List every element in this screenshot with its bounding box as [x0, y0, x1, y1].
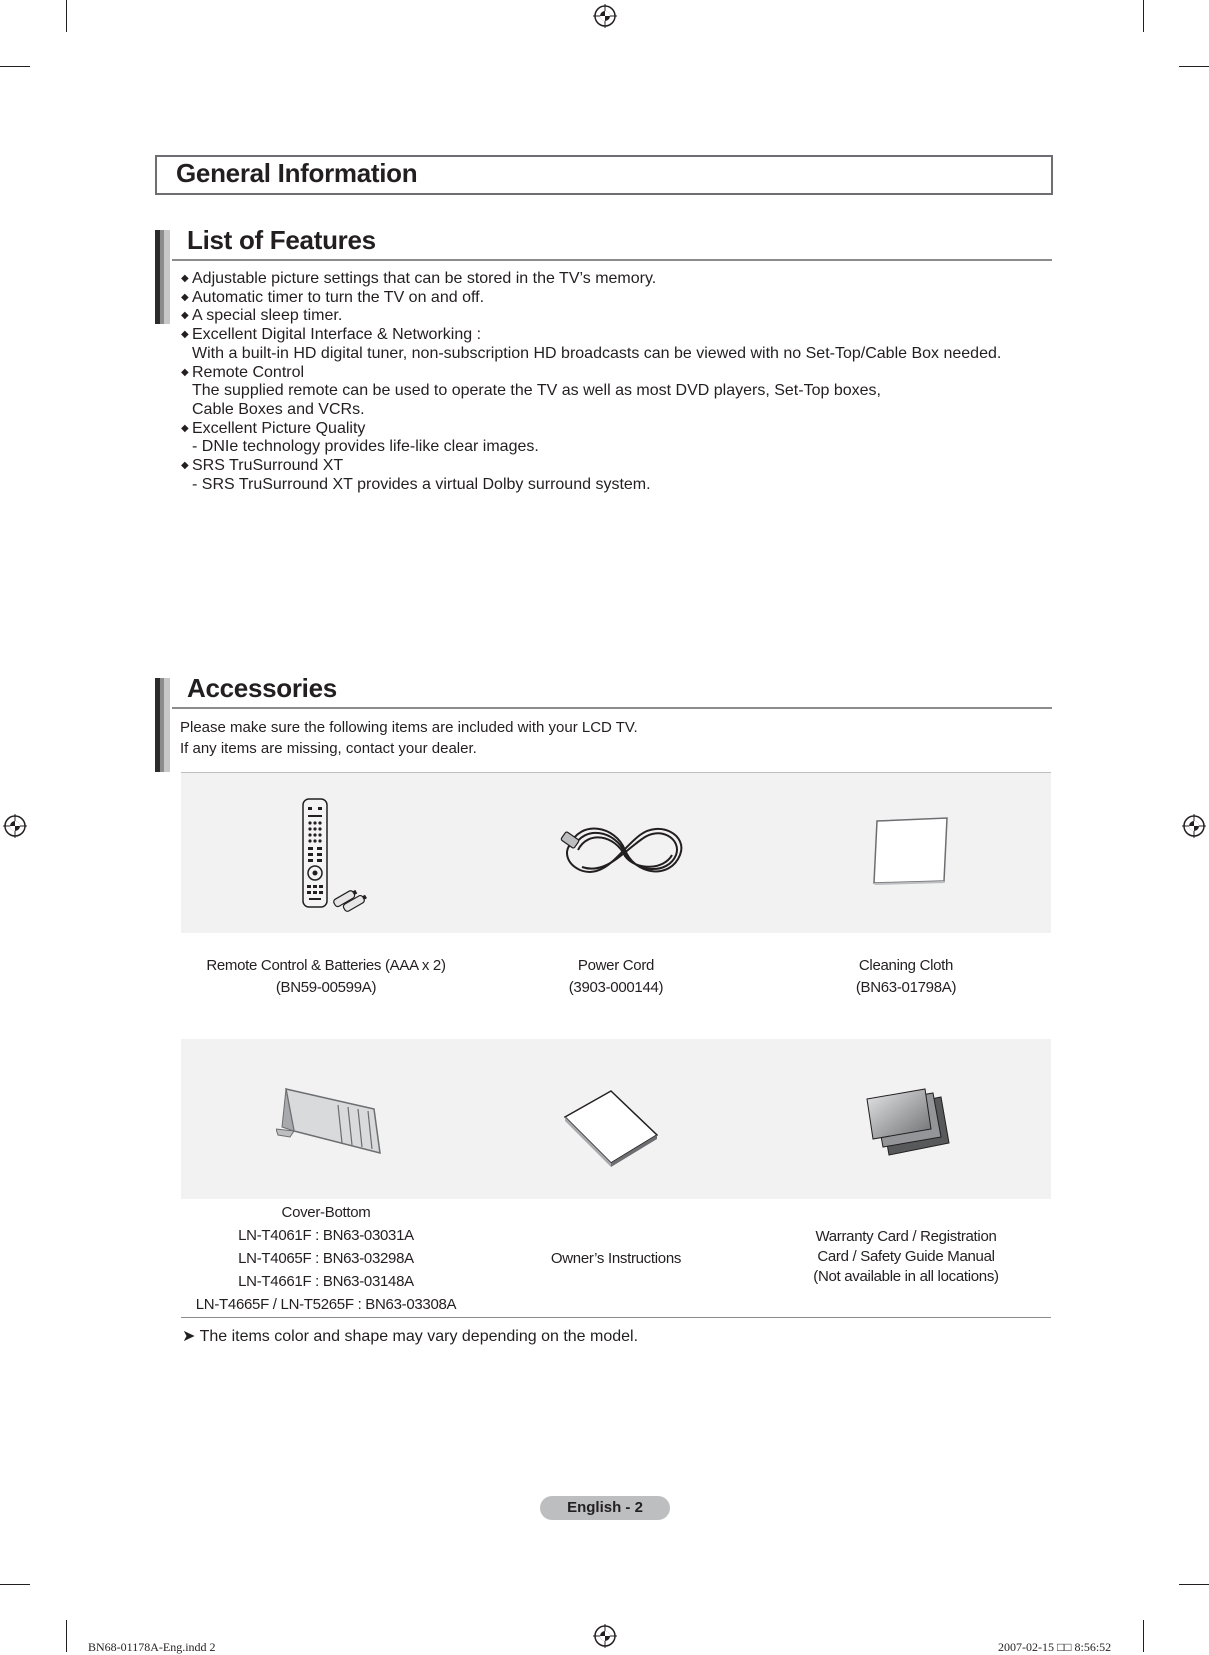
feature-label: Adjustable picture settings that can be stored in the TV’s memory.: [192, 270, 657, 287]
crop-mark: [66, 1620, 67, 1652]
feature-label: Automatic timer to turn the TV on and off.: [192, 288, 485, 306]
footer-timestamp: 2007-02-15 □□ 8:56:52: [998, 1640, 1112, 1654]
accessories-rule: [172, 707, 1052, 709]
registration-mark-icon: [1182, 814, 1206, 838]
manual-icon: [561, 1087, 661, 1167]
feature-detail: The supplied remote can be used to operate the TV as well as most DVD players, Set-Top boxes,: [192, 382, 881, 400]
caption-line: Owner’s Instructions: [550, 1250, 682, 1267]
power-cord-icon: [560, 815, 690, 885]
crop-mark: [1143, 1620, 1144, 1652]
accessories-panel-row1: [181, 773, 1051, 933]
crop-mark: [1179, 66, 1209, 67]
feature-label: A special sleep timer.: [192, 307, 343, 325]
feature-label: SRS TruSurround XT: [192, 457, 344, 475]
caption-power-cord: [471, 955, 761, 999]
caption-line: LN-T4661F : BN63-03148A: [238, 1273, 414, 1290]
feature-item: [180, 270, 1050, 289]
page-title: General Information: [176, 158, 418, 188]
caption-line: (3903-000144): [568, 979, 664, 996]
registration-mark-icon: [3, 814, 27, 838]
bullet-diamond-icon: ◆: [181, 310, 189, 322]
accessories-note: [182, 1326, 638, 1346]
crop-mark: [1143, 0, 1144, 32]
warranty-card-icon: [863, 1087, 953, 1157]
feature-detail: With a built-in HD digital tuner, non-subscription HD broadcasts can be viewed with no Set-Top/Cable Box needed.: [192, 344, 1002, 362]
caption-line: Cover-Bottom: [281, 1204, 371, 1221]
remote-control-icon: [299, 797, 379, 912]
feature-item: [180, 326, 1050, 345]
cleaning-cloth-icon: [871, 815, 951, 887]
bullet-diamond-icon: ◆: [181, 273, 189, 284]
note-text: The items color and shape may vary depending on the model.: [199, 1328, 639, 1345]
feature-detail: Cable Boxes and VCRs.: [192, 400, 365, 418]
cover-bottom-icon: [276, 1081, 386, 1161]
caption-remote: [181, 955, 471, 999]
bullet-diamond-icon: ◆: [181, 329, 189, 341]
bullet-diamond-icon: ◆: [181, 366, 189, 378]
caption-line: (BN63-01798A): [855, 979, 957, 996]
feature-item: [180, 457, 1050, 476]
caption-line: Warranty Card / Registration: [815, 1228, 997, 1245]
footer-file-slug: BN68-01178A-Eng.indd 2: [88, 1640, 216, 1654]
accessories-side-bar: [155, 678, 170, 772]
caption-cover-bottom: [181, 1201, 471, 1316]
registration-mark-icon: [593, 1624, 617, 1648]
crop-mark: [0, 66, 30, 67]
features-rule: [172, 259, 1052, 261]
caption-line: Cleaning Cloth: [858, 957, 954, 974]
caption-warranty-card: [761, 1227, 1051, 1287]
accessories-panel-row2: [181, 1039, 1051, 1199]
feature-label: Excellent Digital Interface & Networking :: [192, 326, 482, 344]
caption-line: (BN59-00599A): [275, 979, 377, 996]
features-list: [180, 270, 1050, 494]
features-side-bar: [155, 230, 170, 324]
intro-line: If any items are missing, contact your dealer.: [180, 740, 477, 757]
crop-mark: [0, 1584, 30, 1585]
accessories-intro: [180, 717, 638, 759]
caption-owners-instructions: [471, 1248, 761, 1270]
intro-line: Please make sure the following items are included with your LCD TV.: [180, 719, 638, 736]
caption-line: Remote Control & Batteries (AAA x 2): [206, 957, 446, 974]
caption-line: Card / Safety Guide Manual: [817, 1248, 995, 1265]
feature-item: [180, 420, 1050, 439]
feature-detail: - SRS TruSurround XT provides a virtual Dolby surround system.: [192, 475, 651, 493]
feature-label: Excellent Picture Quality: [192, 419, 366, 437]
bullet-diamond-icon: ◆: [181, 460, 189, 472]
registration-mark-icon: [593, 4, 617, 28]
bullet-diamond-icon: ◆: [181, 422, 189, 434]
caption-line: (Not available in all locations): [813, 1268, 999, 1285]
caption-line: Power Cord: [577, 957, 655, 974]
feature-detail: - DNIe technology provides life-like clear images.: [192, 438, 539, 456]
caption-line: LN-T4065F : BN63-03298A: [238, 1250, 414, 1267]
caption-cleaning-cloth: [761, 955, 1051, 999]
features-title: List of Features: [187, 225, 376, 255]
page-number-badge: English - 2: [540, 1496, 670, 1520]
feature-label: Remote Control: [192, 363, 305, 381]
caption-line: LN-T4665F / LN-T5265F : BN63-03308A: [195, 1296, 457, 1313]
feature-item: [180, 307, 1050, 326]
accessories-title: Accessories: [187, 673, 337, 703]
feature-item: [180, 364, 1050, 383]
arrow-note-icon: ➤: [182, 1328, 196, 1345]
bullet-diamond-icon: ◆: [181, 291, 189, 303]
crop-mark: [66, 0, 67, 32]
feature-item: [180, 289, 1050, 308]
accessories-bottom-rule: [181, 1317, 1051, 1318]
caption-line: LN-T4061F : BN63-03031A: [238, 1227, 414, 1244]
crop-mark: [1179, 1584, 1209, 1585]
